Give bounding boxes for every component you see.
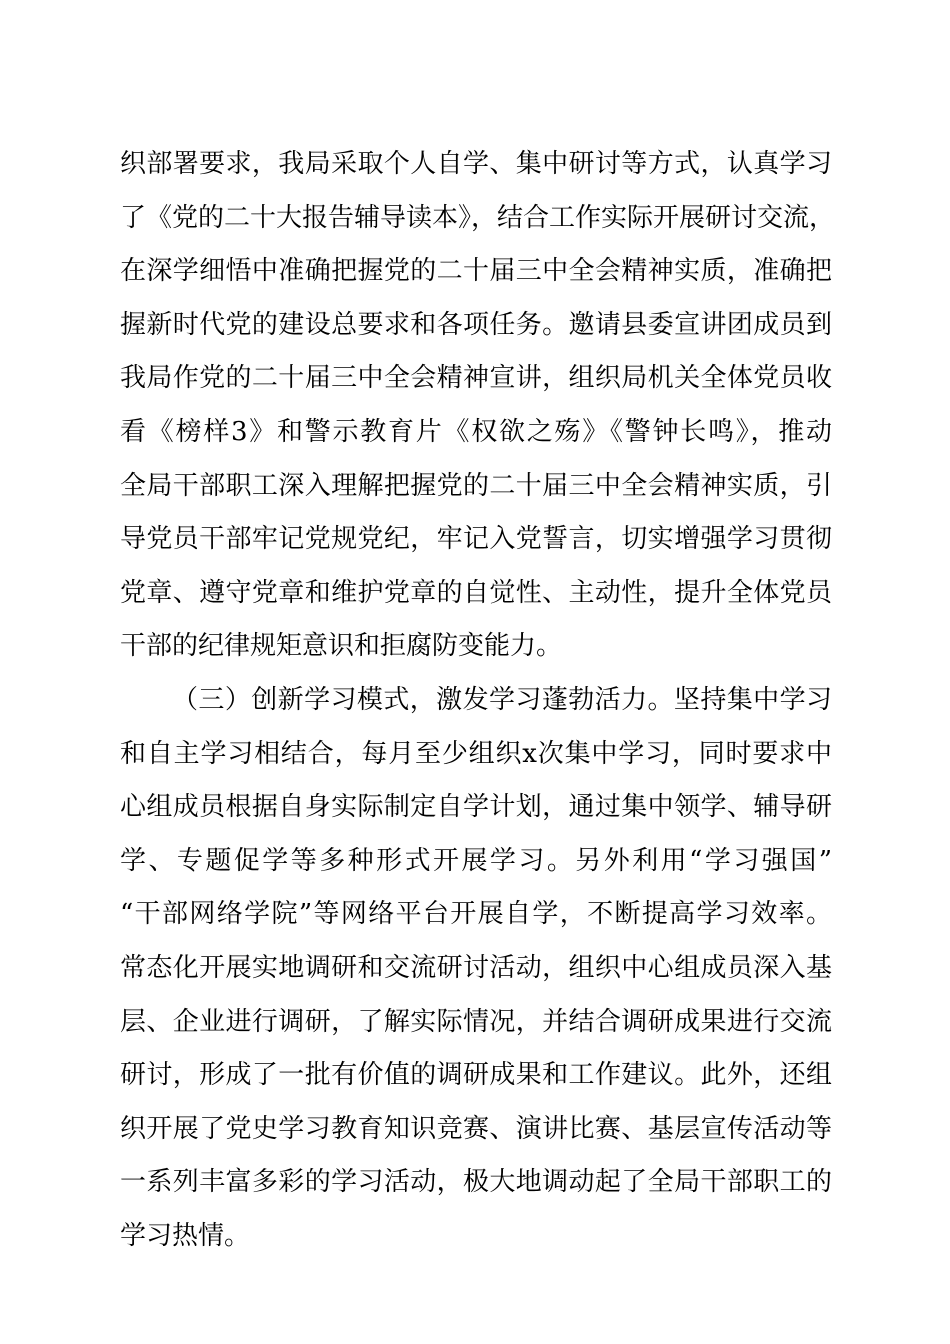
text-line: 一系列丰富多彩的学习活动，极大地调动起了全局干部职工的 — [120, 1167, 832, 1198]
text-line: 干部的纪律规矩意识和拒腐防变能力。 — [120, 631, 563, 662]
section-heading-line: （三）创新学习模式，激发学习蓬勃活力。坚持集中学习 — [172, 684, 832, 715]
text-line: 在深学细悟中准确把握党的二十届三中全会精神实质，准确把 — [120, 256, 832, 287]
text-line: 和自主学习相结合，每月至少组织x次集中学习，同时要求中 — [120, 738, 832, 769]
body-text — [120, 144, 836, 1269]
text-line: 织部署要求，我局采取个人自学、集中研讨等方式，认真学习 — [120, 149, 832, 179]
text-line: 导党员干部牢记党规党纪，牢记入党誓言，切实增强学习贯彻 — [120, 524, 832, 555]
text-line: 看《榜样3》和警示教育片《权欲之殇》《警钟长鸣》，推动 — [120, 416, 832, 447]
text-line: 心组成员根据自身实际制定自学计划，通过集中领学、辅导研 — [120, 792, 832, 823]
text-line: 了《党的二十大报告辅导读本》，结合工作实际开展研讨交流， — [120, 202, 836, 233]
text-line: “干部网络学院”等网络平台开展自学，不断提高学习效率。 — [120, 899, 832, 930]
text-line: 全局干部职工深入理解把握党的二十届三中全会精神实质，引 — [120, 470, 832, 501]
text-line: 研讨，形成了一批有价值的调研成果和工作建议。此外，还组 — [120, 1060, 832, 1091]
text-line: 我局作党的二十届三中全会精神宣讲，组织局机关全体党员收 — [120, 363, 832, 394]
text-line: 学、专题促学等多种形式开展学习。另外利用“学习强国” — [120, 845, 832, 876]
text-line: 常态化开展实地调研和交流研讨活动，组织中心组成员深入基 — [120, 952, 832, 983]
text-line: 织开展了党史学习教育知识竞赛、演讲比赛、基层宣传活动等 — [120, 1113, 832, 1144]
text-line: 学习热情。 — [120, 1220, 251, 1251]
text-line: 层、企业进行调研，了解实际情况，并结合调研成果进行交流 — [120, 1006, 832, 1037]
text-line: 党章、遵守党章和维护党章的自觉性、主动性，提升全体党员 — [120, 577, 832, 608]
text-line: 握新时代党的建设总要求和各项任务。邀请县委宣讲团成员到 — [120, 309, 832, 340]
